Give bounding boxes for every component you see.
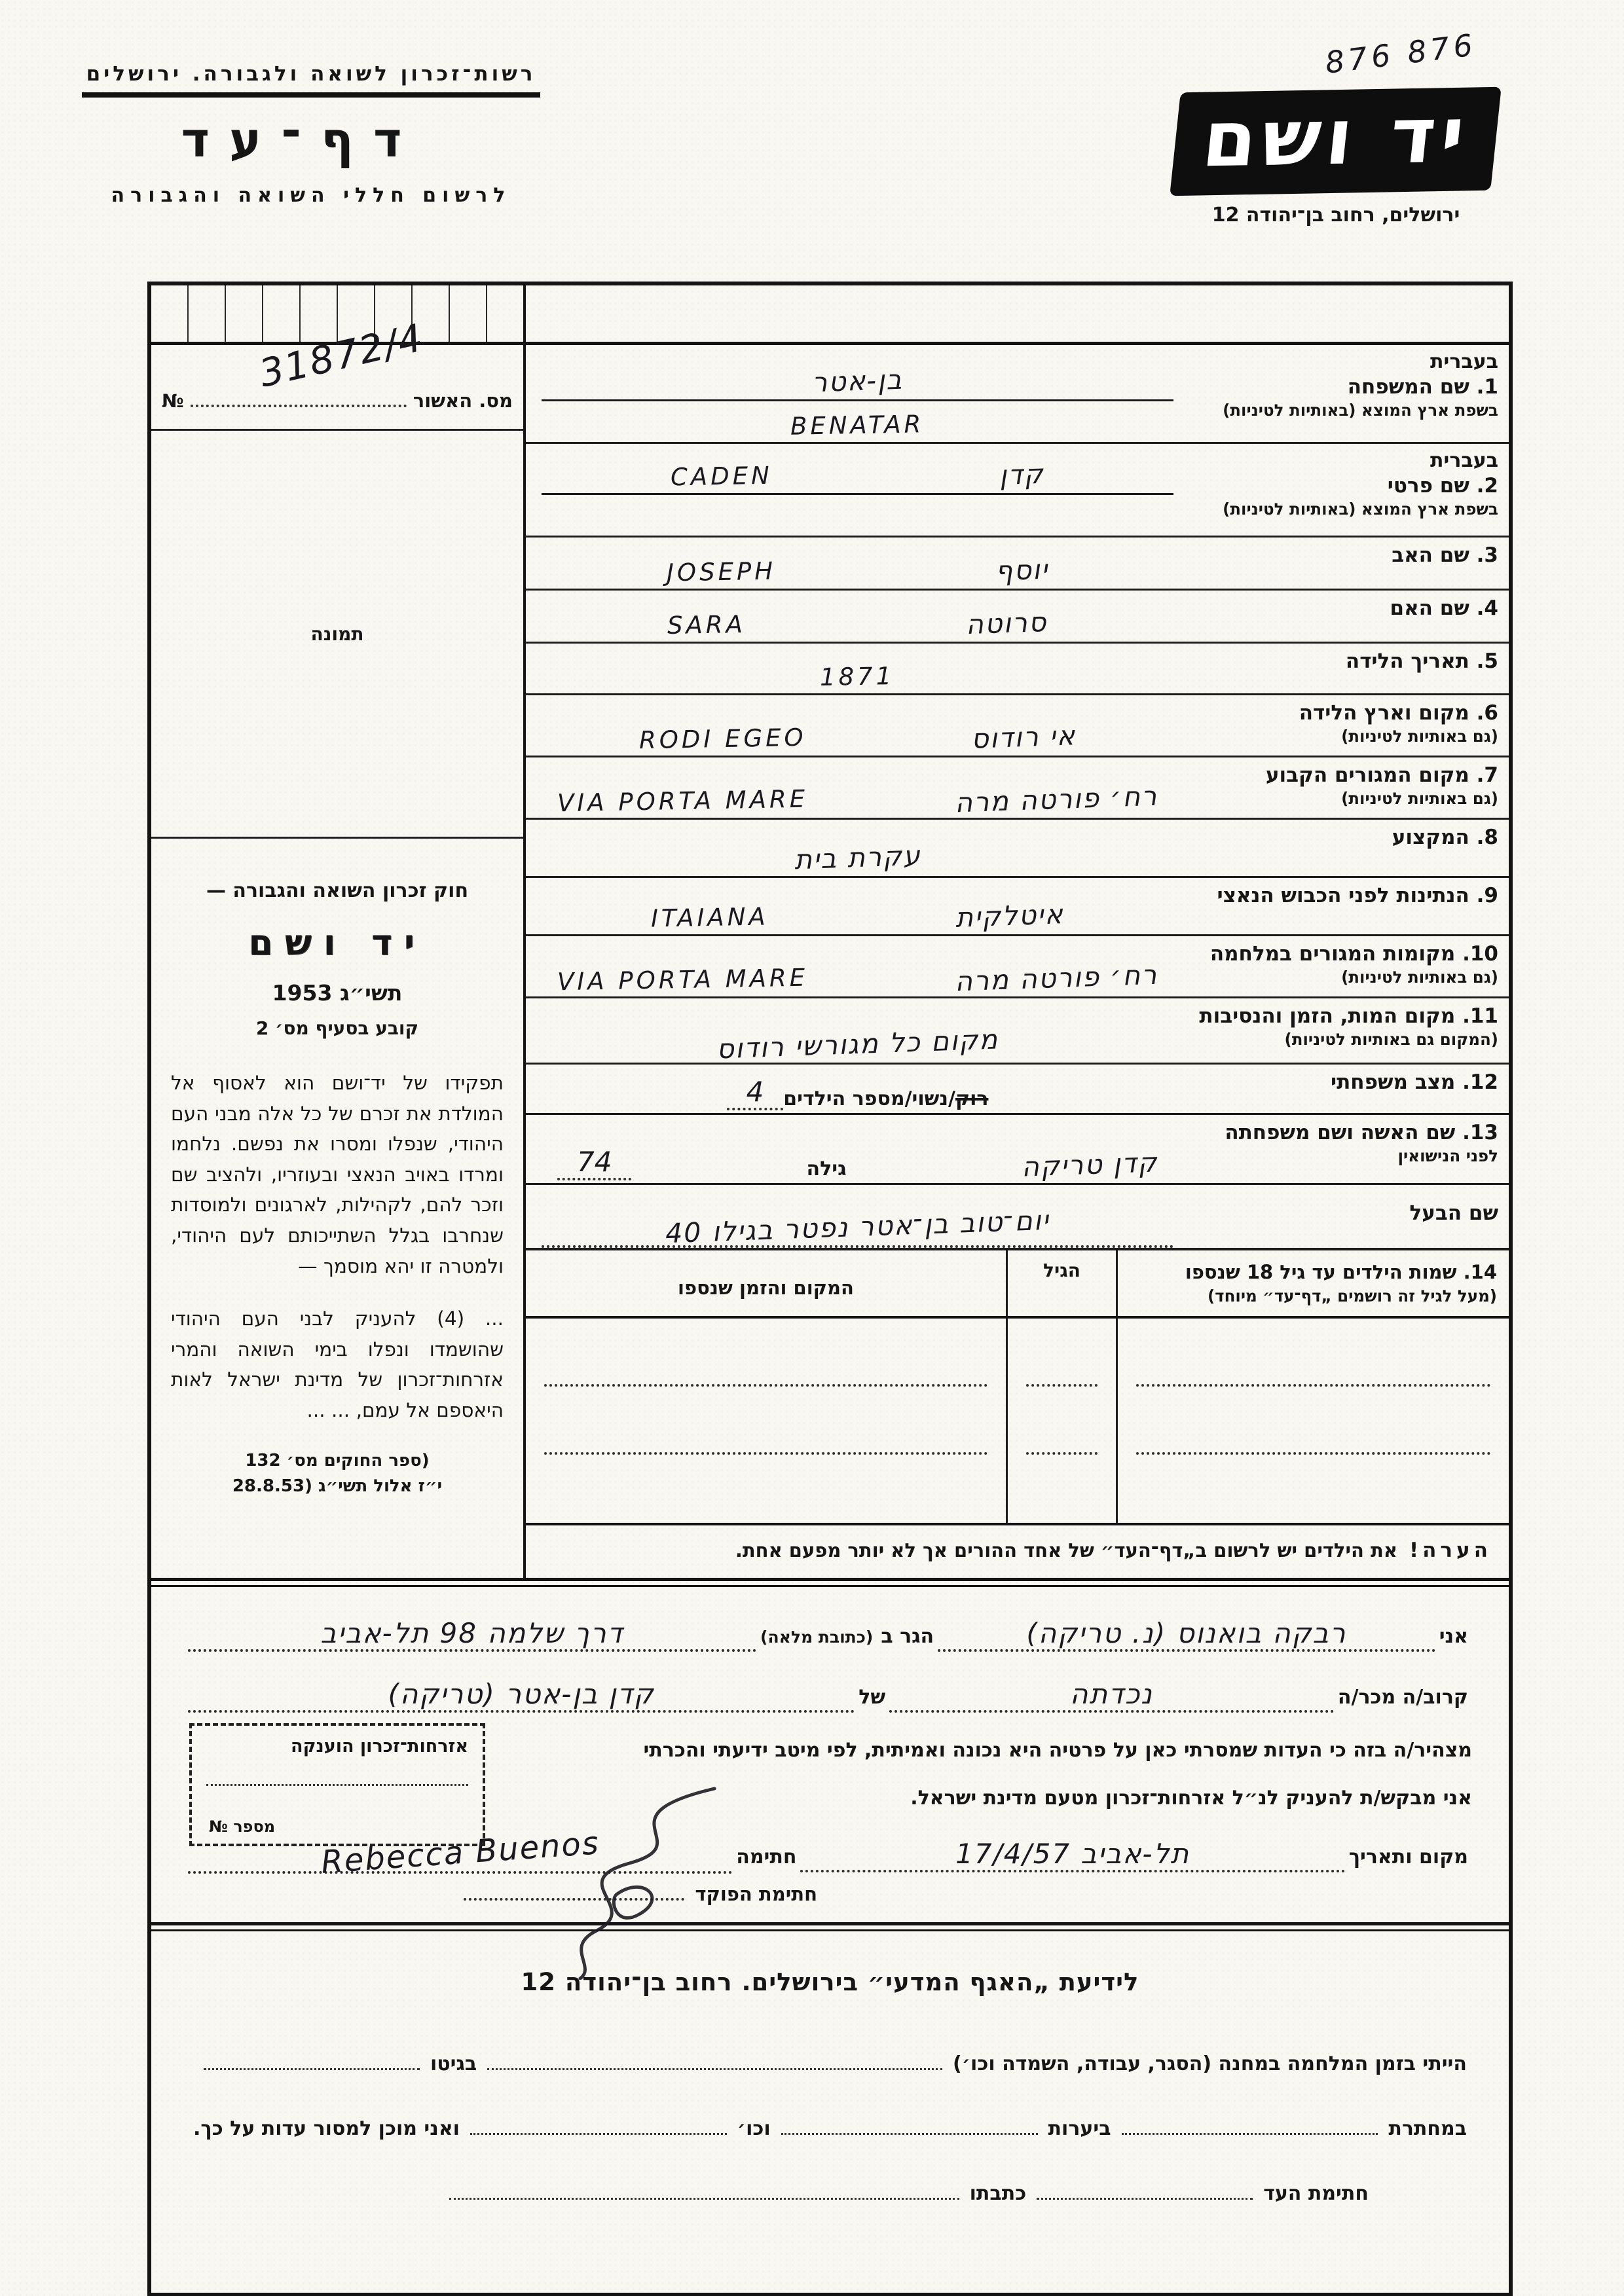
name-cell (1116, 1319, 1509, 1387)
field-row-wife-name (526, 1115, 1509, 1185)
field-row-wartime-residence (526, 936, 1509, 998)
index-cell (151, 285, 189, 342)
field-sub-label: לפני הנישואין (1397, 1146, 1498, 1165)
field-main-label: 7. מקום המגורים הקבוע (1265, 763, 1498, 787)
entry-latin-handwriting: CADEN (670, 461, 773, 492)
index-cell (487, 285, 523, 342)
grant-box-number-label: מספר № (209, 1817, 276, 1836)
header-title-block (82, 62, 540, 207)
registrar-label: חתימת הפוקד (695, 1883, 817, 1906)
index-cell (226, 285, 263, 342)
footer-line-camps (193, 2052, 1467, 2075)
double-rule (151, 1578, 1509, 1587)
witness-address-label: כתבתו (969, 2182, 1027, 2206)
entry-hebrew-handwriting: עקרת בית (793, 839, 922, 876)
entry-line (542, 601, 1173, 642)
blank-line (1037, 2196, 1253, 2200)
names-header-line1: 14. שמות הילדים עד גיל 18 שנספו (1185, 1261, 1497, 1283)
witness-signature-label: חתימת העד (1263, 2182, 1369, 2206)
footer-line-underground (193, 2117, 1467, 2140)
law-paragraph-2: ... (4) להעניק לבני העם היהודי שהושמדו ונפלו בימי השואה והמרי אזרחות־זכרון של מדינת ישראל לאות היאספם אל עמם, ... ... (171, 1307, 504, 1422)
entry-hebrew-handwriting: רח׳ פורטה מרה (954, 958, 1158, 998)
form-subtitle: לרשום חללי השואה והגבורה (111, 184, 511, 207)
husband-name-handwriting: יום־טוב בן־אטר נפטר בגילו 40 (665, 1204, 1050, 1250)
children-count-handwriting: 4 (727, 1076, 784, 1110)
place-cell (526, 1387, 1006, 1455)
entry-line (542, 653, 1173, 693)
victim-name-handwriting (188, 1678, 855, 1713)
struck-option: רוק (955, 1087, 989, 1110)
blank-line (1122, 2132, 1378, 2135)
victim-name-text: קדן בן-אטר (טריקה) (388, 1678, 655, 1711)
witness-address-handwriting (188, 1617, 756, 1652)
field-main-label: 6. מקום וארץ הלידה (1299, 701, 1498, 725)
law-year: תשי״ג 1953 (272, 980, 403, 1006)
age-value-handwriting: 74 (557, 1146, 631, 1180)
field-entry (535, 345, 1190, 442)
entry-latin-handwriting: JOSEPH (666, 556, 777, 587)
entry-hebrew-handwriting: בן-אטר (811, 363, 904, 399)
blank-line (487, 2067, 942, 2070)
index-cell (189, 285, 226, 342)
grant-box-title: אזרחות־זכרון הוענקה (291, 1736, 468, 1757)
footer-heading: לידיעת „האגף המדעי״ בירושלים. רחוב בן־יהודה 12 (521, 1968, 1139, 1997)
field-pre-label: בעברית (1430, 350, 1498, 373)
place-date-handwriting (800, 1838, 1344, 1872)
forests-label: ביערות (1048, 2117, 1111, 2141)
entry-line (542, 452, 1173, 495)
note-prefix: הערה! (1409, 1539, 1492, 1563)
entry-latin-handwriting: RODI EGEO (639, 723, 807, 755)
entry-line (542, 777, 1173, 818)
children-table-header (526, 1250, 1509, 1319)
field-sub-label: (גם באותיות לטיניות) (1341, 967, 1498, 987)
blank-line (204, 2067, 420, 2070)
entry-handwriting: 1871 (820, 662, 895, 691)
names-header-line2: (מעל לגיל זה רושמים „דף־עד״ מיוחד) (1207, 1286, 1497, 1306)
age-cell (1006, 1319, 1116, 1387)
signature-label: חתימה (736, 1846, 797, 1869)
header-rule (82, 92, 540, 98)
citizenship-grant-box (189, 1723, 485, 1846)
field-row-first-name (526, 444, 1509, 538)
law-section: קובע בסעיף מס׳ 2 (255, 1017, 419, 1039)
field-row-birth-place (526, 695, 1509, 757)
left-column (151, 315, 526, 1578)
declaration-section (151, 1587, 1509, 1922)
field-row-marital-status (526, 1065, 1509, 1115)
children-table (526, 1250, 1509, 1525)
footer-line-witness-signature (439, 2182, 1369, 2205)
resides-label: הגר ב (881, 1625, 934, 1649)
entry-line (542, 359, 1173, 401)
field-label (1190, 345, 1505, 442)
field-row-citizenship (526, 878, 1509, 936)
signature-text: Rebecca Buenos (320, 1825, 601, 1881)
entry-hebrew-handwriting: קדן (999, 458, 1045, 492)
entry-hebrew-handwriting: סרוטה (965, 606, 1048, 641)
age-label-printed: גילה (806, 1157, 847, 1180)
yad-vashem-logo: יד ושם (1170, 87, 1502, 196)
relation-label: קרוב/ה מכר/ה (1337, 1686, 1468, 1709)
field-main-label: 8. המקצוע (1392, 826, 1498, 849)
law-paragraph-1: תפקידו של יד־ושם הוא לאסוף אל המולדת את זכרם של כל אלה מבני העם היהודי, שנפלו ומסרו את נפשם. נלחמו ומרדו באויב הנאצי ובעוזריו, ולהציב שם וזכר להם, לקהילות, לארגונים ולמוסדות שנחרבו בגלל השתייכותם לעם היהודי, ולמטרה זו יהא מוסמך — (171, 1072, 504, 1277)
field-main-label: 1. שם המשפחה (1347, 375, 1498, 399)
entry-latin-handwriting: SARA (667, 610, 747, 640)
age-cell (1006, 1387, 1116, 1455)
name-cell (1116, 1455, 1509, 1523)
camps-label: הייתי בזמן המלחמה במחנה (הסגר, עבודה, השמדה וכו׳) (953, 2052, 1467, 2076)
entry-line (542, 401, 1173, 442)
field-main-label: 13. שם האשה ושם משפחתה (1225, 1121, 1498, 1144)
blank-line (470, 2132, 727, 2135)
footer-section (151, 1931, 1509, 2293)
approval-label: מס. האשור (413, 390, 513, 412)
entry-line (542, 1205, 1173, 1248)
law-citation-1: (ספר החוקים מס׳ 132 (245, 1450, 430, 1470)
entry-line (542, 956, 1173, 996)
entry-line (542, 1022, 1173, 1063)
etc-label: וכו׳ (737, 2117, 771, 2141)
index-cell (301, 285, 338, 342)
field-row-father-name (526, 538, 1509, 591)
index-cell (263, 285, 301, 342)
age-header-cell (1006, 1250, 1116, 1316)
relation-handwriting (889, 1678, 1334, 1713)
entry-line (542, 715, 1173, 756)
name-cell (1116, 1387, 1509, 1455)
declaration-statement: מצהיר/ה בזה כי העדות שמסרתי כאן על פרטיה היא נכונה ואמיתית, לפי מיטב ידיעתי והכרתי (643, 1739, 1472, 1762)
field-sub-label: (המקום גם באותיות לטיניות) (1284, 1029, 1498, 1049)
photo-box (151, 431, 523, 839)
field-row-husband-name (526, 1185, 1509, 1250)
entry-line (542, 894, 1173, 934)
field-sub-label: בשפת ארץ המוצא (באותיות לטיניות) (1223, 400, 1498, 420)
registrar-signature-line (464, 1883, 817, 1905)
names-header-cell (1116, 1250, 1509, 1316)
full-address-note: (כתובת מלאה) (760, 1628, 874, 1647)
field-main-label: 2. שם פרטי (1387, 474, 1498, 498)
double-rule (151, 1922, 1509, 1931)
place-header-label: המקום והזמן שנספו (678, 1277, 854, 1299)
entry-hebrew-handwriting: רח׳ פורטה מרה (954, 780, 1158, 819)
entry-latin-handwriting: ITAIANA (650, 902, 769, 933)
place-cell (526, 1319, 1006, 1387)
logo-block (1149, 27, 1522, 227)
children-table-row (526, 1319, 1509, 1387)
children-table-row (526, 1387, 1509, 1455)
i-label: אני (1439, 1625, 1468, 1649)
grant-box-dotted-line (206, 1784, 468, 1786)
entry-latin-handwriting: VIA PORTA MARE (557, 784, 809, 818)
underground-label: במחתרת (1388, 2117, 1467, 2141)
note-text: את הילדים יש לרשום ב„דף־העד״ של אחד ההורים אך לא יותר מפעם אחת. (735, 1539, 1397, 1562)
age-header-label: הגיל (1043, 1260, 1080, 1281)
handwritten-serial: 876 876 (1323, 27, 1479, 81)
entry-hebrew-handwriting: איטלקית (955, 898, 1065, 934)
field-pre-label: בעברית (1430, 449, 1498, 472)
children-note (526, 1525, 1509, 1578)
witness-name-handwriting (938, 1617, 1435, 1652)
entry-line-empty (542, 495, 1173, 536)
entry-hebrew-handwriting: מקום כל מגורשי רודוס (716, 1023, 999, 1065)
witness-name-text: רבקה בואנוס (נ. טריקה) (1026, 1617, 1347, 1650)
place-date-label: מקום ותאריך (1348, 1846, 1468, 1869)
entry-line (542, 1142, 1173, 1183)
entry-latin-handwriting: VIA PORTA MARE (557, 963, 809, 996)
blank-line (449, 2196, 959, 2200)
numero-sign: № (162, 390, 184, 412)
field-row-profession (526, 820, 1509, 878)
entry-hebrew-handwriting: אי רודוס (970, 720, 1077, 755)
registrar-dotted-line (464, 1897, 684, 1901)
field-entry (535, 444, 1190, 536)
field-label (1190, 444, 1505, 536)
field-sub-label: (גם באותיות לטיניות) (1341, 726, 1498, 746)
citizenship-request: אני מבקש/ת להעניק לנ״ל אזרחות־זכרון מטעם מדינת ישראל. (910, 1787, 1472, 1810)
field-row-place-of-death (526, 998, 1509, 1065)
wife-name-handwriting: קדן טריקה (1020, 1146, 1158, 1183)
authority-name: רשות־זכרון לשואה ולגבורה. ירושלים (86, 62, 536, 86)
law-name: יד ושם (248, 922, 426, 963)
of-label: של (858, 1686, 886, 1709)
approval-number-box (151, 315, 523, 431)
declaration-line-relation (188, 1678, 1472, 1713)
approval-number-handwritten: 31872/4 (255, 315, 428, 396)
field-main-label: 9. הנתינות לפני הכבוש הנאצי (1217, 884, 1498, 907)
field-main-label: 5. תאריך הלידה (1345, 649, 1498, 673)
field-main-label: 3. שם האב (1392, 543, 1498, 567)
field-main-label: 12. מצב משפחתי (1330, 1070, 1498, 1094)
approval-dotted-line (191, 404, 407, 407)
logo-address: ירושלים, רחוב בן־יהודה 12 (1211, 203, 1460, 227)
children-table-row (526, 1455, 1509, 1523)
law-citation-2: י״ז אלול תשי״ג (28.8.53 (232, 1476, 443, 1496)
marital-options-printed (783, 1087, 988, 1110)
field-main-label: שם הבעל (1409, 1201, 1498, 1225)
index-cell (450, 285, 487, 342)
field-main-label: 4. שם האם (1390, 596, 1498, 620)
field-row-family-name (526, 345, 1509, 444)
law-heading: חוק זכרון השואה והגבורה — (206, 879, 469, 902)
entry-latin-handwriting: BENATAR (790, 410, 925, 441)
law-text-block (151, 839, 523, 1578)
fields-column (526, 345, 1509, 1578)
field-main-label: 11. מקום המות, הזמן והנסיבות (1199, 1004, 1498, 1028)
field-row-permanent-residence (526, 757, 1509, 820)
marital-rest: /נשוי/מספר הילדים (783, 1087, 955, 1110)
entry-hebrew-handwriting: יוסף (994, 553, 1049, 587)
witness-address-text: דרך שלמה 98 תל-אביב (320, 1617, 624, 1650)
photo-label: תמונה (310, 623, 364, 645)
ghetto-label: בגיטו (430, 2052, 477, 2076)
field-sub-label: (גם באותיות לטיניות) (1341, 788, 1498, 808)
relation-text: נכדתה (1070, 1678, 1153, 1711)
blank-line (781, 2132, 1038, 2135)
place-header-cell (526, 1250, 1006, 1316)
form-frame (147, 282, 1513, 2296)
field-row-mother-name (526, 591, 1509, 644)
entry-line (542, 1072, 1173, 1113)
place-date-text: תל-אביב 17/4/57 (955, 1838, 1190, 1870)
age-cell (1006, 1455, 1116, 1523)
declaration-line-identity (188, 1617, 1472, 1652)
willing-to-testify-label: ואני מוכן למסור עדות על כך. (193, 2117, 460, 2141)
entry-line (542, 835, 1173, 876)
field-main-label: 10. מקומות המגורים במלחמה (1209, 942, 1498, 966)
place-cell (526, 1455, 1006, 1523)
entry-line (542, 548, 1173, 589)
form-title: דף־עד (181, 112, 422, 168)
field-row-birth-date (526, 644, 1509, 695)
field-sub-label: בשפת ארץ המוצא (באותיות לטיניות) (1223, 499, 1498, 519)
